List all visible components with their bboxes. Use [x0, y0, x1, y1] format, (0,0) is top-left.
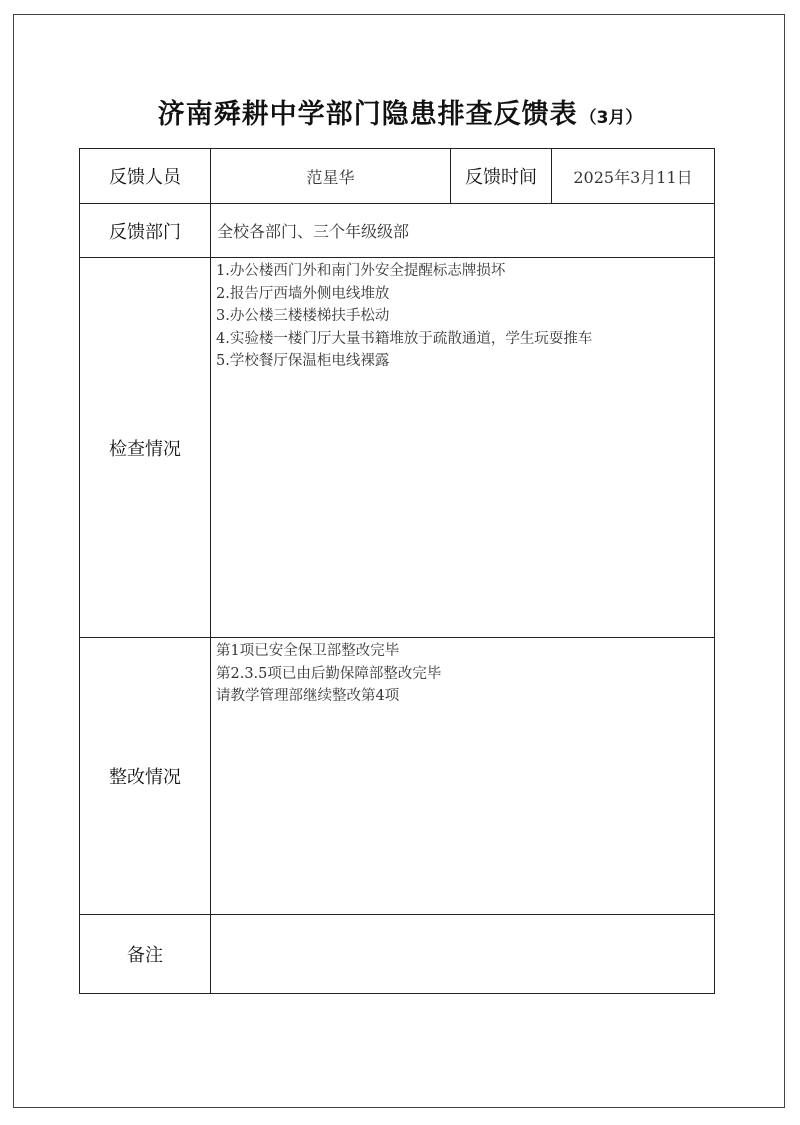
- remarks-row: [80, 915, 715, 994]
- remarks-value: [211, 915, 715, 994]
- rectification-item: 请教学管理部继续整改第4项: [216, 688, 400, 704]
- department-label: 反馈部门: [80, 204, 211, 258]
- department-value: 全校各部门、三个年级级部: [211, 204, 715, 258]
- inspection-label: 检查情况: [80, 258, 211, 638]
- department-row: [80, 204, 715, 258]
- inspection-item: 4.实验楼一楼门厅大量书籍堆放于疏散通道，学生玩耍推车: [216, 330, 593, 347]
- time-value: 2025年3月11日: [552, 149, 715, 204]
- inspection-item: 2.报告厅西墙外侧电线堆放: [216, 285, 390, 302]
- form-title: [0, 92, 800, 131]
- remarks-label: 备注: [80, 915, 211, 994]
- header-row: [80, 149, 715, 204]
- inspection-row: [80, 258, 715, 638]
- rectification-item: 第1项已安全保卫部整改完毕: [216, 643, 400, 659]
- person-label: 反馈人员: [80, 149, 211, 204]
- rectification-item: 第2.3.5项已由后勤保障部整改完毕: [216, 665, 442, 682]
- person-value: 范星华: [211, 149, 451, 204]
- inspection-content: [211, 258, 715, 638]
- form-title-main: 济南舜耕中学部门隐患排查反馈表: [157, 99, 578, 130]
- rectification-row: [80, 638, 715, 915]
- inspection-item: 1.办公楼西门外和南门外安全提醒标志牌损坏: [216, 263, 506, 279]
- rectification-content: [211, 638, 715, 915]
- feedback-form-table: [79, 148, 715, 994]
- form-title-month: （3月）: [579, 108, 643, 128]
- rectification-label: 整改情况: [80, 638, 211, 915]
- time-label: 反馈时间: [451, 149, 552, 204]
- inspection-item: 5.学校餐厅保温柜电线裸露: [216, 353, 390, 369]
- inspection-item: 3.办公楼三楼楼梯扶手松动: [216, 308, 390, 324]
